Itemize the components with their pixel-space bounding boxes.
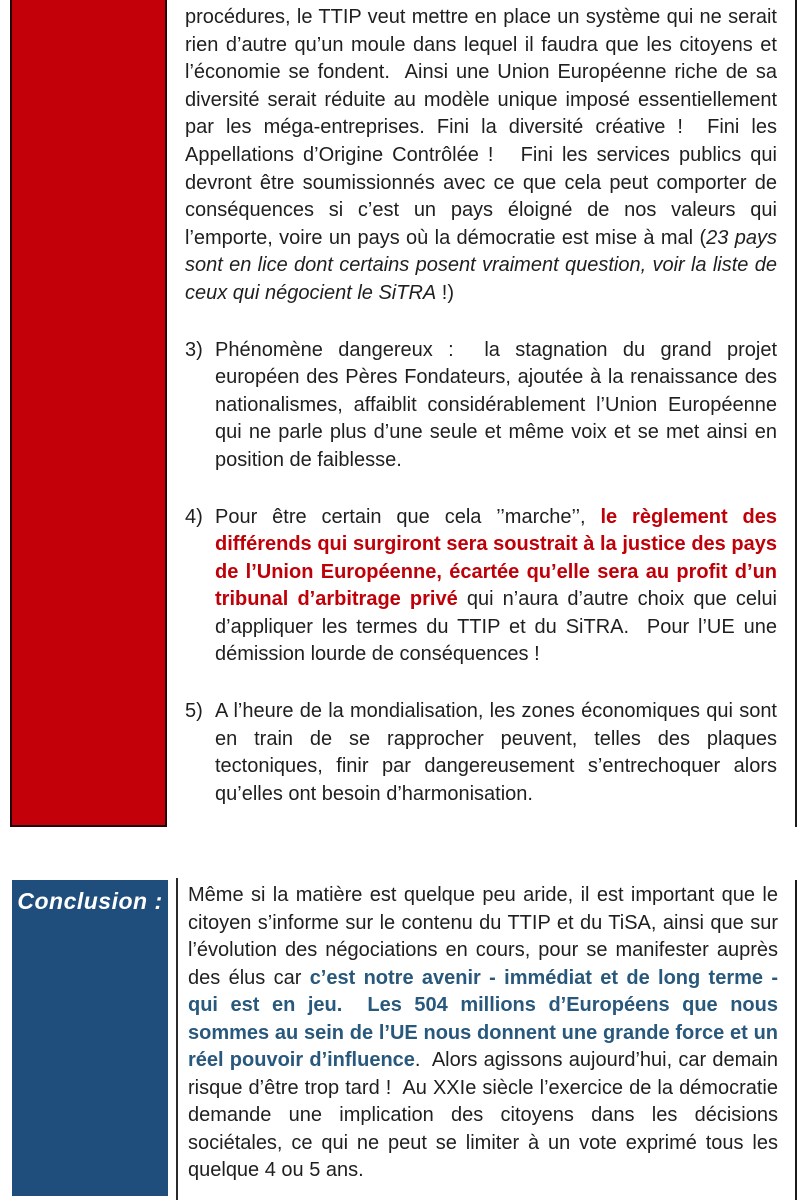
continuation-text-before: procédures, le TTIP veut mettre en place un système qui ne serait rien d’autre qu’un moule dans lequel il faudra que les citoyens et l’économie se fondent. Ainsi une Union Européenne riche de sa diversité serait réduite au modèle unique imposé essentiellement par les méga-entreprises. Fini la diversité créative ! Fini les Appellations d’Origine Contrôlée ! Fini les services publics qui devront être soumissionnés avec ce que cela peut comporter de conséquences si c’est un pays éloigné de nos valeurs qui l’emporte, voire un pays où la démocratie est mise à mal ( [185, 6, 777, 249]
conclusion-paragraph [188, 882, 778, 1185]
list-item-3 [185, 337, 777, 475]
list-item-4 [185, 504, 777, 670]
continuation-italic-note: 23 pays sont en lice dont certains posent vraiment question, voir la liste de ceux qui négocient le SiTRA [185, 226, 777, 304]
paragraph-continuation [185, 4, 777, 308]
conclusion-text-before: Même si la matière est quelque peu aride, il est important que le citoyen s’informe sur le contenu du TTIP et du TiSA, ainsi que sur l’évolution des négociations en cours, pour se manifester auprès des élus car [188, 884, 778, 989]
continuation-text-after: !) [436, 281, 455, 304]
conclusion-box [12, 880, 168, 1196]
conclusion-section-left-border [176, 878, 178, 1200]
list-item-3-text: Phénomène dangereux : la stagnation du grand projet européen des Pères Fondateurs, ajoutée à la renaissance des nationalismes, affaiblit considérablement l’Union Européenne qui ne parle plus d’une seule et même voix et se met ainsi en position de faiblesse. [215, 338, 777, 471]
conclusion-blue-emphasis: c’est notre avenir - immédiat et de long terme - qui est en jeu. Les 504 millions d’Européens que nous sommes au sein de l’UE nous donnent une grande force et un réel pouvoir d’influence [188, 966, 779, 1071]
red-sidebar-block [10, 0, 167, 827]
main-text-column [185, 4, 777, 808]
item-4-red-emphasis: le règlement des différends qui surgiront sera soustrait à la justice des pays de l’Union Européenne, écartée qu’elle sera au profit d’un tribunal d’arbitrage privé [215, 505, 778, 611]
list-item-4-text [215, 504, 777, 670]
list-item-5 [185, 698, 777, 808]
item-4-text-before: Pour être certain que cela ’’marche’’, [215, 505, 601, 528]
item-4-text-after: qui n’aura d’autre choix que celui d’appliquer les termes du TTIP et du SiTRA. Pour l’UE une démission lourde de conséquences ! [215, 588, 778, 666]
list-item-3-number: 3) [185, 338, 203, 361]
list-item-5-text: A l’heure de la mondialisation, les zones économiques qui sont en train de se rapprocher peuvent, telles des plaques tectoniques, finir par dangereusement s’entrechoquer alors qu’elles ont besoin d’harmonisation. [215, 700, 777, 805]
conclusion-label: Conclusion : [17, 888, 163, 914]
conclusion-text-after: . Alors agissons aujourd’hui, car demain risque d’être trop tard ! Au XXIe siècle l’exercice de la démocratie demande une implication des citoyens dans les décisions sociétales, ce qui ne peut se limiter à un vote exprimé tous les quelque 4 ou 5 ans. [188, 1049, 778, 1181]
top-section-right-border [795, 0, 797, 827]
conclusion-text-column [188, 882, 778, 1185]
list-item-4-number: 4) [185, 505, 203, 528]
conclusion-section-right-border [795, 880, 797, 1200]
list-item-5-number: 5) [185, 700, 203, 723]
